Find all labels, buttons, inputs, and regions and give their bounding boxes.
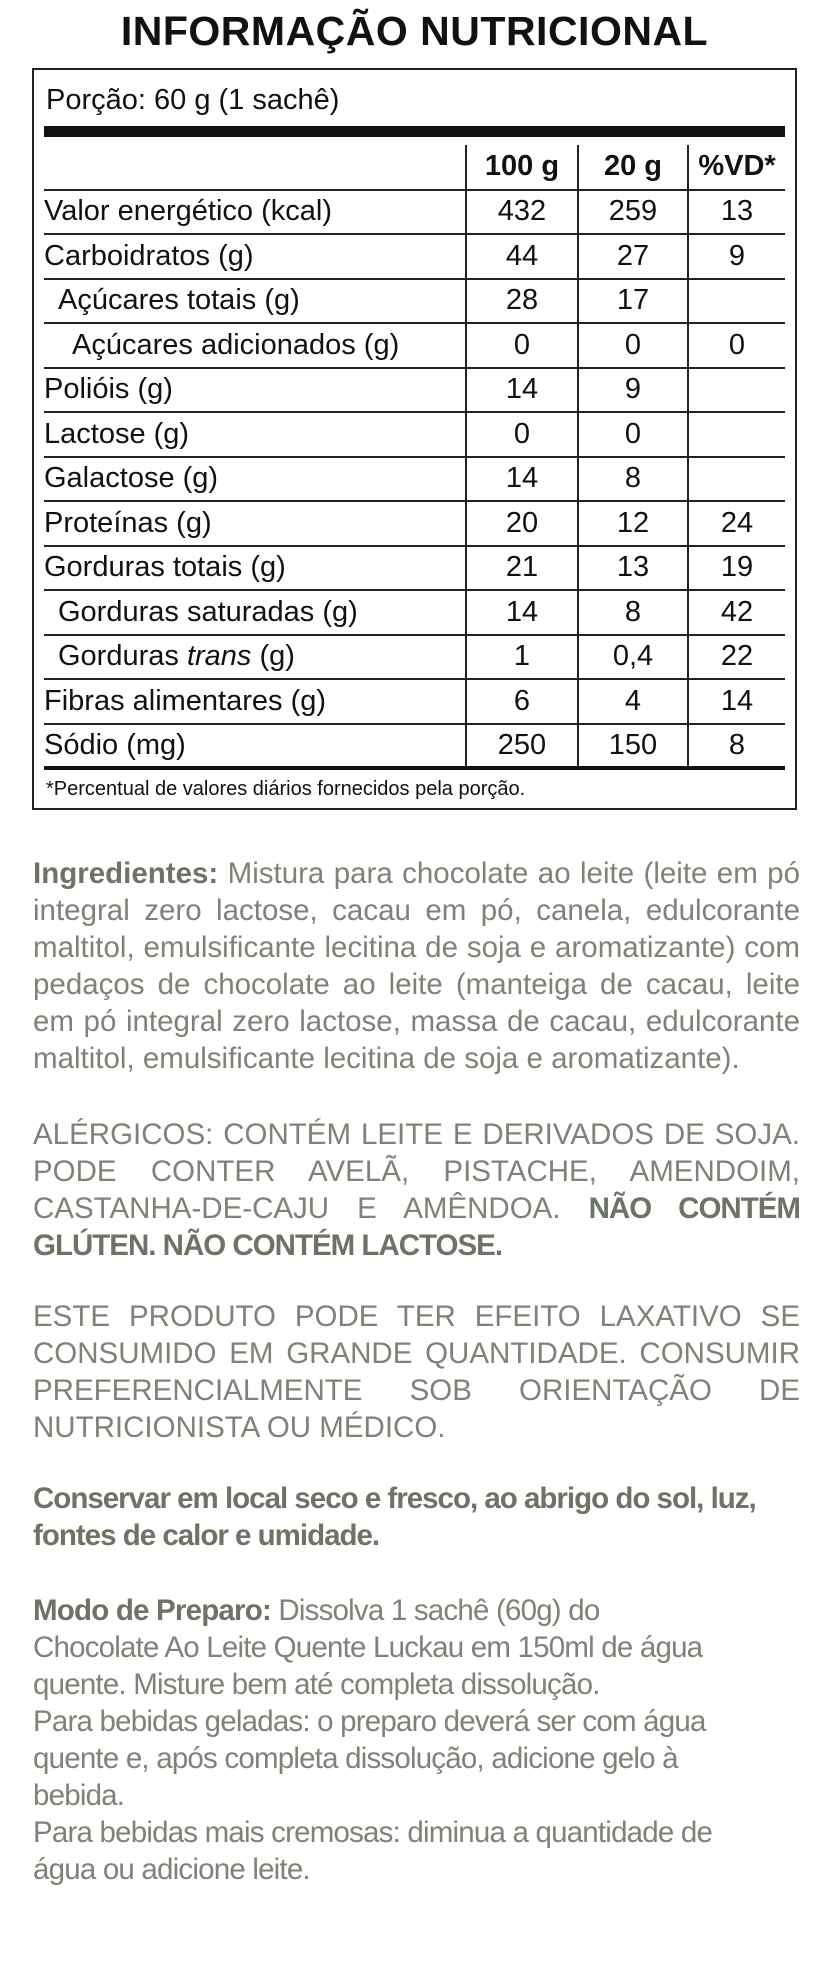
table-row xyxy=(44,590,785,635)
value-100g: 250 xyxy=(466,724,578,769)
value-vd: 8 xyxy=(688,724,785,769)
row-label: Sódio (mg) xyxy=(44,724,466,769)
table-row xyxy=(44,234,785,279)
table-row xyxy=(44,635,785,680)
value-20g: 9 xyxy=(578,368,688,413)
label-part: Gorduras xyxy=(58,640,187,673)
preparation-paragraph xyxy=(33,1592,800,1888)
value-100g: 6 xyxy=(466,679,578,724)
value-20g: 0 xyxy=(578,412,688,457)
nutrition-facts-box xyxy=(32,68,797,810)
label-part: (g) xyxy=(251,640,295,673)
value-20g: 4 xyxy=(578,679,688,724)
portion-size: Porção: 60 g (1 sachê) xyxy=(46,84,340,116)
value-vd: 42 xyxy=(688,590,785,635)
value-20g: 8 xyxy=(578,590,688,635)
table-row xyxy=(44,412,785,457)
value-100g: 432 xyxy=(466,190,578,235)
preparation-text: Dissolva 1 sachê (60g) do xyxy=(270,1594,600,1627)
allergens-bold-text: NÃO CONTÉM GLÚTEN. NÃO CONTÉM LACTOSE. xyxy=(33,1192,800,1262)
table-row xyxy=(44,279,785,324)
value-vd: 0 xyxy=(688,323,785,368)
table-row xyxy=(44,457,785,502)
value-100g: 0 xyxy=(466,412,578,457)
nutrition-table xyxy=(44,145,785,770)
value-20g: 150 xyxy=(578,724,688,769)
value-100g: 0 xyxy=(466,323,578,368)
column-header-100g: 100 g xyxy=(466,145,578,190)
table-row xyxy=(44,323,785,368)
value-20g: 27 xyxy=(578,234,688,279)
row-label: Galactose (g) xyxy=(44,457,466,502)
row-label xyxy=(44,635,466,680)
label-italic-part: trans xyxy=(186,640,252,673)
row-label: Valor energético (kcal) xyxy=(44,190,466,235)
table-row xyxy=(44,679,785,724)
preparation-line: Para bebidas mais cremosas: diminua a quantidade de xyxy=(33,1816,713,1849)
value-vd: 22 xyxy=(688,635,785,680)
table-row xyxy=(44,546,785,591)
value-20g: 0 xyxy=(578,323,688,368)
value-100g: 14 xyxy=(466,590,578,635)
row-label: Carboidratos (g) xyxy=(44,234,466,279)
value-20g: 259 xyxy=(578,190,688,235)
value-100g: 21 xyxy=(466,546,578,591)
value-100g: 28 xyxy=(466,279,578,324)
value-vd xyxy=(688,457,785,502)
value-20g: 0,4 xyxy=(578,635,688,680)
ingredients-label: Ingredientes: xyxy=(33,857,219,890)
value-vd xyxy=(688,368,785,413)
row-label: Açúcares totais (g) xyxy=(44,279,466,324)
value-vd xyxy=(688,412,785,457)
header-divider xyxy=(44,126,785,137)
preparation-line: água ou adicione leite. xyxy=(33,1853,310,1886)
table-row xyxy=(44,368,785,413)
allergens-paragraph xyxy=(33,1116,800,1264)
value-vd xyxy=(688,279,785,324)
row-label: Proteínas (g) xyxy=(44,501,466,546)
preparation-line: quente. Misture bem até completa dissolução. xyxy=(33,1668,600,1701)
value-20g: 12 xyxy=(578,501,688,546)
value-20g: 8 xyxy=(578,457,688,502)
preparation-line: Chocolate Ao Leite Quente Luckau em 150ml de água xyxy=(33,1631,703,1664)
preparation-line xyxy=(33,1592,800,1629)
footnote: *Percentual de valores diários fornecidos pela porção. xyxy=(46,778,526,800)
row-label: Polióis (g) xyxy=(44,368,466,413)
value-100g: 14 xyxy=(466,457,578,502)
row-label: Lactose (g) xyxy=(44,412,466,457)
allergens-text: ALÉRGICOS: CONTÉM LEITE E DERIVADOS DE SOJA. PODE CONTER AVELÃ, PISTACHE, AMENDOIM, CASTANHA-DE-CAJU E AMÊNDOA. xyxy=(33,1118,800,1225)
header-label-cell xyxy=(44,145,466,190)
row-label: Fibras alimentares (g) xyxy=(44,679,466,724)
value-100g: 14 xyxy=(466,368,578,413)
value-vd: 9 xyxy=(688,234,785,279)
value-vd: 24 xyxy=(688,501,785,546)
column-header-vd: %VD* xyxy=(688,145,785,190)
table-row xyxy=(44,724,785,769)
value-20g: 17 xyxy=(578,279,688,324)
table-header-row xyxy=(44,145,785,190)
row-label: Açúcares adicionados (g) xyxy=(44,323,466,368)
preparation-line: Para bebidas geladas: o preparo deverá ser com água xyxy=(33,1705,706,1738)
value-vd: 14 xyxy=(688,679,785,724)
row-label: Gorduras saturadas (g) xyxy=(44,590,466,635)
ingredients-paragraph xyxy=(33,855,800,1077)
value-100g: 1 xyxy=(466,635,578,680)
table-row xyxy=(44,190,785,235)
value-vd: 13 xyxy=(688,190,785,235)
preparation-line: quente e, após completa dissolução, adicione gelo à xyxy=(33,1742,678,1775)
value-100g: 20 xyxy=(466,501,578,546)
value-20g: 13 xyxy=(578,546,688,591)
row-label: Gorduras totais (g) xyxy=(44,546,466,591)
nutrition-title: INFORMAÇÃO NUTRICIONAL xyxy=(120,8,709,54)
value-100g: 44 xyxy=(466,234,578,279)
column-header-20g: 20 g xyxy=(578,145,688,190)
laxative-warning: ESTE PRODUTO PODE TER EFEITO LAXATIVO SE CONSUMIDO EM GRANDE QUANTIDADE. CONSUMIR PREFERENCIALMENTE SOB ORIENTAÇÃO DE NUTRICIONISTA OU MÉDICO. xyxy=(33,1300,800,1444)
storage-instructions: Conservar em local seco e fresco, ao abrigo do sol, luz, fontes de calor e umidade. xyxy=(33,1482,756,1552)
preparation-label: Modo de Preparo: xyxy=(33,1594,271,1627)
value-vd: 19 xyxy=(688,546,785,591)
table-row xyxy=(44,501,785,546)
ingredients-text: Mistura para chocolate ao leite (leite em pó integral zero lactose, cacau em pó, canela, edulcorante maltitol, emulsificante lecitina de soja e aromatizante) com pedaços de chocolate ao leite (manteiga de cacau, leite em pó integral zero lactose, massa de cacau, edulcorante maltitol, emulsificante lecitina de soja e aromatizante). xyxy=(33,857,800,1075)
preparation-line: bebida. xyxy=(33,1779,125,1812)
